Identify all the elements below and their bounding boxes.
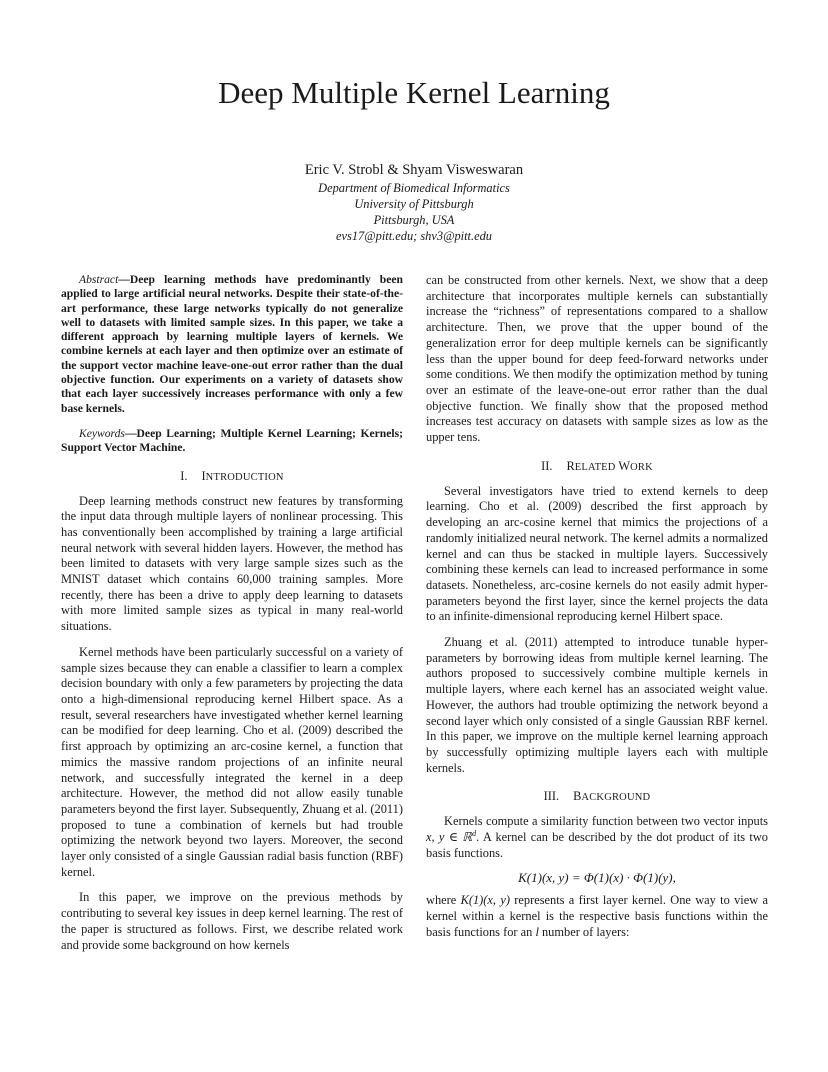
affiliation-location: Pittsburgh, USA xyxy=(373,213,455,227)
keywords-label: Keywords xyxy=(79,426,125,440)
related-paragraph-2: Zhuang et al. (2011) attempted to introduce tunable hyper-parameters by borrowing ideas from multiple kernel learning. The authors proposed to successively combine multiple kernels in multiple layers, where each kernel has an associated weight value. However, the authors had trouble optimizing the network beyond a second layer which only consisted of a single Gaussian RBF kernel. In this paper, we improve on the multiple kernel learning approach by successfully optimizing multiple layers each with multiple kernels. xyxy=(426,635,768,775)
right-column xyxy=(426,273,768,940)
left-column xyxy=(61,273,403,953)
affiliation-university: University of Pittsburgh xyxy=(354,197,474,211)
intro-paragraph-1: Deep learning methods construct new features by transforming the input data through multiple layers of nonlinear processing. This has conventionally been accomplished by training a large artificial neural network with several hidden layers. However, the method has been limited to datasets with very large sample sizes such as the MNIST dataset which contains 60,000 training samples. More recently, there has been a drive to apply deep learning to datasets with more limited sample sizes as typical in many real-world situations. xyxy=(61,493,403,634)
text-fragment: Kernels compute a similarity function between two vector inputs xyxy=(444,814,768,829)
heading-rest: ORK xyxy=(630,461,653,473)
heading-rest: NTRODUCTION xyxy=(205,471,284,483)
heading-initial-2: W xyxy=(618,458,631,473)
heading-initial: R xyxy=(566,458,575,473)
abstract-label: Abstract xyxy=(79,273,119,286)
text-fragment: number of layers: xyxy=(538,924,630,939)
section-number: III. xyxy=(543,789,560,804)
section-number: II. xyxy=(541,458,553,473)
section-heading-related-work xyxy=(426,458,768,476)
section-number: I. xyxy=(180,468,188,483)
affiliation-department: Department of Biomedical Informatics xyxy=(318,181,510,195)
abstract xyxy=(61,273,403,416)
background-paragraph-1 xyxy=(426,814,768,861)
heading-initial: B xyxy=(573,789,582,804)
heading-rest: ACKGROUND xyxy=(581,792,651,804)
abstract-text: —Deep learning methods have predominantly been applied to large artificial neural networks. Despite their state-of-the-art performance, these large networks typically do not generalize well to datasets with limited sample sizes. In this paper, we take a different approach by learning multiple layers of kernels. We combine kernels at each layer and then optimize over an estimate of the support vector machine leave-one-out error rather than the dual objective function. Our experiments on a variety of datasets show that each layer successively increases performance with only a few base kernels. xyxy=(61,273,403,415)
inline-math: K(1)(x, y) xyxy=(460,893,510,908)
inline-math-l: l xyxy=(535,924,539,939)
section-heading-background xyxy=(426,788,768,806)
author-emails: evs17@pitt.edu; shv3@pitt.edu xyxy=(336,229,492,243)
heading-mid: ELATED xyxy=(574,461,619,473)
superscript: d xyxy=(472,828,477,838)
text-fragment: represents a first layer kernel. One way to view a kernel within a kernel is the respective basis functions within the basis functions for an xyxy=(426,893,768,939)
text-fragment: . A kernel can be described by the dot product of its two basis functions. xyxy=(426,830,769,860)
author-names: Eric V. Strobl & Shyam Visweswaran xyxy=(304,162,524,178)
background-paragraph-2 xyxy=(426,893,768,940)
intro-paragraph-2: Kernel methods have been particularly successful on a variety of sample sizes because they can enable a classifier to learn a complex decision boundary with only a few parameters by projecting the data onto a high-dimensional reproducing kernel Hilbert space. As a result, several researchers have investigated whether kernel learning can be modified for deep learning. Cho et al. (2009) described the first approach by optimizing an arc-cosine kernel, a function that mimics the massive random projections of an infinite neural network, and successfully integrated the kernel in a deep architecture. However, the method did not allow easily tunable parameters beyond the first layer. Subsequently, Zhuang et al. (2011) proposed to tune a combination of kernels but had trouble optimizing the network beyond two layers. Moreover, the second layer only consisted of a single Gaussian radial basis function (RBF) kernel. xyxy=(61,644,403,879)
inline-math: x, y ∈ ℝ xyxy=(426,830,473,845)
heading-initial: I xyxy=(201,468,206,483)
keywords xyxy=(61,427,403,456)
keywords-text: —Deep Learning; Multiple Kernel Learning; Kernels; Support Vector Machine. xyxy=(61,426,403,455)
paper-title: Deep Multiple Kernel Learning xyxy=(218,75,610,110)
intro-paragraph-3-continued: can be constructed from other kernels. Next, we show that a deep architecture that incorporates multiple kernels can substantially increase the “richness” of representations compared to a shallow architecture. Then, we prove that the upper bound of the generalization error for deep multiple kernels can be significantly less than the upper bound for deep feed-forward networks under some conditions. We then modify the optimization method by tuning over an estimate of the leave-one-out error rather than the dual objective function. We finally show that the proposed method increases test accuracy on datasets with sample sizes as low as the upper tens. xyxy=(426,273,768,445)
related-paragraph-1: Several investigators have tried to extend kernels to deep learning. Cho et al. (2009) described the first approach by developing an arc-cosine kernel that mimics the projections of a randomly initialized neural network. The kernel admits a normalized kernel and can thus be stacked in multiple layers. Successively combining these kernels can lead to increased performance in some datasets. Nonetheless, arc-cosine kernels do not easily admit hyper-parameters beyond the first layer, since the kernel projects the data to an infinite-dimensional reproducing kernel Hilbert space. xyxy=(426,483,768,624)
section-heading-introduction xyxy=(61,468,403,486)
intro-paragraph-3: In this paper, we improve on the previous methods by contributing to several key issues in deep kernel learning. The rest of the paper is structured as follows. First, we describe related work and provide some background on how kernels xyxy=(61,890,403,952)
text-fragment: where xyxy=(426,893,461,908)
kernel-equation: K(1)(x, y) = Φ(1)(x) · Φ(1)(y), xyxy=(518,869,676,885)
